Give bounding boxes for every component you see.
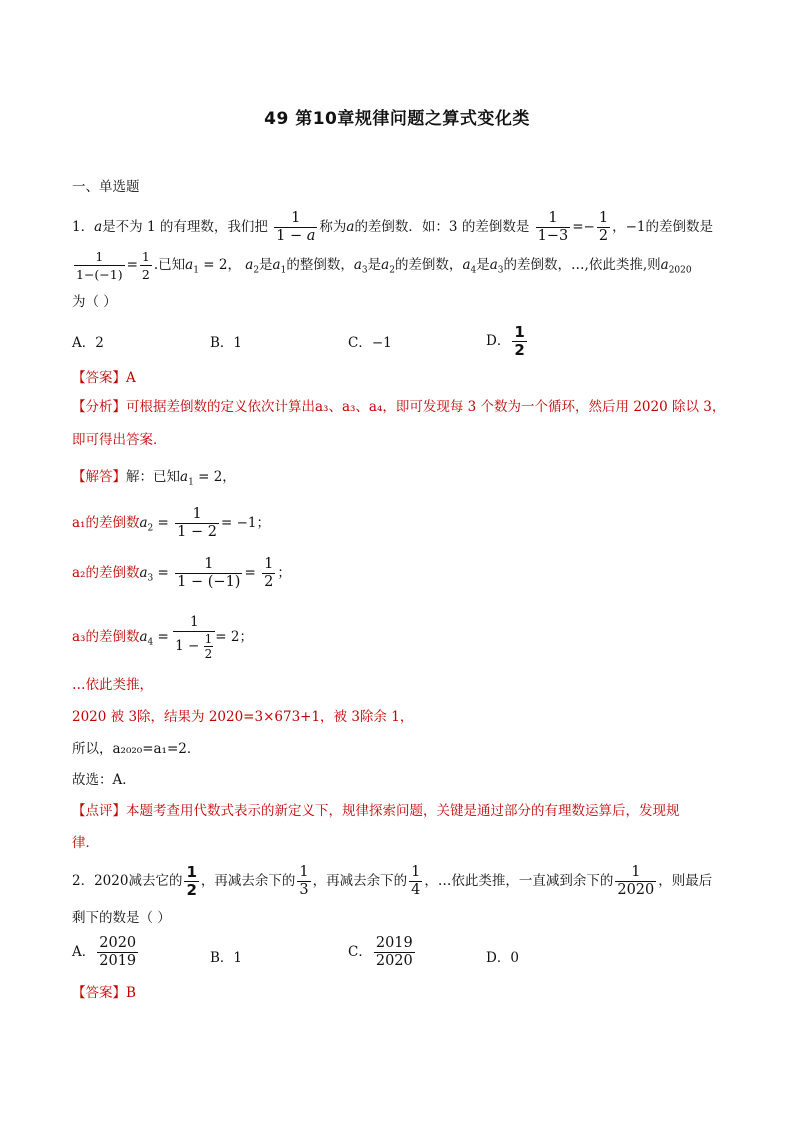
q1-step-a3: a₂的差倒数$a_3$ = $\frac{1}{1 - (-1)}$ = $\frac{1}{2}$ ； [72,556,291,590]
q1-analysis-line-2: 即可得出答案． [72,432,167,448]
q1-option-c: C．−1 [348,335,392,351]
q1-solution-line-1: 【解答】解：已知$a_1 = 2$， [72,469,236,488]
q2-answer: 【答案】B [72,985,136,1001]
q2-option-c: C． $\frac{2019}{2020}$ [348,935,413,969]
section-heading: 一、单选题 [72,179,140,195]
q1-step-a2: a₁的差倒数$a_2$ = $\frac{1}{1 - 2}$ = −1； [72,506,271,540]
q1-comment-line-1: 【点评】本题考查用代数式表示的新定义下，规律探索问题，关键是通过部分的有理数运算后，发现规 [72,803,680,819]
q1-line-3: 为（ ） [72,294,117,310]
fraction-2019-over-2020: $\frac{2019}{2020}$ [375,935,413,969]
q2-option-b: B．1 [210,950,243,966]
fraction-1-over-4: $\frac{1}{4}$ [411,864,421,898]
fraction-1-over-1-minus-2: $\frac{1}{1 - 2}$ [177,506,217,540]
nested-fraction: 1 1 − $\frac{1}{2}$ [173,614,215,661]
q1-division: 2020 被 3除，结果为 2020=3×673+1，被 3除余 1， [72,709,414,725]
q1-choice: 故选：A． [72,772,136,788]
q1-option-b: B．1 [210,335,243,351]
fraction-1-over-1-minus-3: $\frac{1}{1-3}$ [537,210,569,244]
q1-answer: 【答案】A [72,370,136,386]
q1-option-d: D． $\frac{1}{2}$ [486,323,525,359]
q2-option-a: A． $\frac{2020}{2019}$ [72,935,137,969]
q1-step-a4: a₃的差倒数$a_4$ = 1 1 − $\frac{1}{2}$ = 2； [72,614,253,661]
q2-line-2: 剩下的数是（ ） [72,910,171,926]
fraction-1-over-1-minus-a: $\frac{1}{1 - a}$ [276,210,316,244]
fraction-1-over-1-minus-neg1: $\frac{1}{1-(-1)}$ [76,249,123,282]
q1-analysis-line-1: 【分析】可根据差倒数的定义依次计算出a₃、a₃、a₄，即可发现每 3 个数为一个循环，然后用 2020 除以 3， [72,399,726,415]
fraction-1-over-2: $\frac{1}{2}$ [264,556,274,590]
fraction-1-over-2: $\frac{1}{2}$ [598,210,609,244]
fraction-2020-over-2019: $\frac{2020}{2019}$ [99,935,137,969]
q2-line-1: 2．2020减去它的 $\frac{1}{2}$ ，再减去余下的 $\frac{1}{3}$ ，再减去余下的 $\frac{1}{4}$ ，…依此类推，一直减到余下的 $\frac{1}{2020}$ ，则最后 [72,863,713,899]
q1-line-1: 1．a是不为 1 的有理数，我们把 $\frac{1}{1 - a}$ 称为a的差倒数．如：3 的差倒数是 $\frac{1}{1-3}$ =− $\frac{1}{2}$ ，−1的差倒数是 [72,210,713,244]
fraction-1-over-2: $\frac{1}{2}$ [141,249,150,282]
fraction-1-over-3: $\frac{1}{3}$ [299,864,309,898]
fraction-1-over-2-bold: $\frac{1}{2}$ [186,863,197,899]
q1-conclusion: 所以，a₂₀₂₀=a₁=2． [72,741,201,757]
q1-option-a: A．2 [72,335,104,351]
fraction-1-over-2020: $\frac{1}{2020}$ [617,864,655,898]
q2-option-d: D．0 [486,950,519,966]
q1-etc: …依此类推， [72,677,153,693]
fraction-1-over-2-bold: $\frac{1}{2}$ [514,323,525,359]
fraction-1-over-1-minus-neg1: $\frac{1}{1 - (-1)}$ [177,556,241,590]
q1-comment-line-2: 律． [72,835,99,851]
q1-line-2: $\frac{1}{1-(-1)}$ = $\frac{1}{2}$ .已知$a_1 = 2$， $a_2$是$a_1$的整倒数，$a_3$是$a_2$的差倒数，$a_4$是$a_3$的差倒数，…,依此类推,则$a_{2020}$ [76,249,692,282]
page-title: 49 第10章规律问题之算式变化类 [264,109,530,129]
